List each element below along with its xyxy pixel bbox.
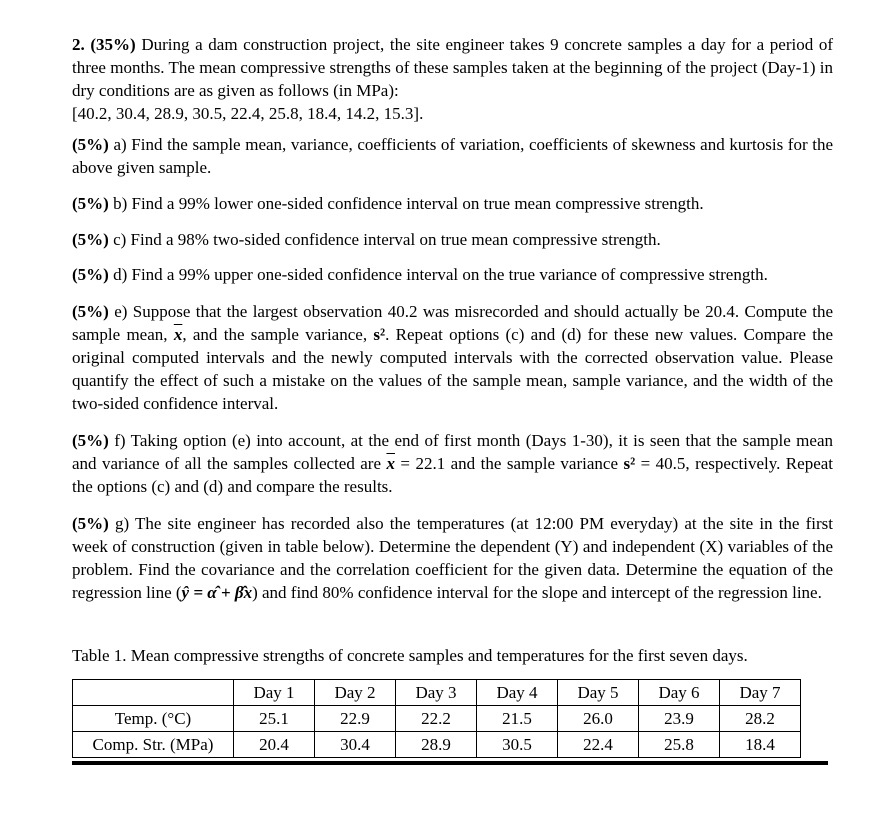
part-f-text-a: f) Taking option (e) into account, at the end of first month (Days 1-30), it is seen that the sample mean and variance of all the samples collected are: [72, 431, 833, 473]
bottom-rule: [72, 761, 828, 765]
part-c-weight: (5%): [72, 230, 109, 249]
problem-intro: [72, 33, 833, 125]
table-cell: 18.4: [720, 732, 801, 758]
s2-symbol: s²: [623, 454, 636, 473]
part-f-text-b: = 22.1 and the sample variance: [394, 454, 624, 473]
part-d: [72, 263, 833, 286]
part-e: [72, 300, 833, 415]
problem-weight: (35%): [90, 35, 136, 54]
table-cell: 25.1: [234, 706, 315, 732]
part-f-text-c: = 40.5, respectively. Repeat the options (c) and (d) and compare the results.: [72, 454, 834, 496]
problem-data-list: [40.2, 30.4, 28.9, 30.5, 22.4, 25.8, 18.4, 14.2, 15.3].: [72, 104, 424, 123]
table-cell: 28.2: [720, 706, 801, 732]
column-header: Day 3: [396, 680, 477, 706]
column-header: Day 2: [315, 680, 396, 706]
table-cell: 26.0: [558, 706, 639, 732]
table-corner-cell: [73, 680, 234, 706]
row-label: Comp. Str. (MPa): [73, 732, 234, 758]
table-cell: 20.4: [234, 732, 315, 758]
regression-equation: ŷ = α̂ + β̂x: [181, 583, 253, 602]
xbar-symbol: $\overline{x}$: [386, 454, 395, 473]
table-cell: 28.9: [396, 732, 477, 758]
table-cell: 21.5: [477, 706, 558, 732]
part-g-text-a: g) The site engineer has recorded also the temperatures (at 12:00 PM everyday) at the site in the first week of construction (given in table below). Determine the dependent (Y) and independent (X) variables of the problem. Find the covariance and the correlation coefficient for the given data. Determine the equation of the regression line (: [72, 514, 833, 602]
table-cell: 30.4: [315, 732, 396, 758]
table-cell: 22.4: [558, 732, 639, 758]
table-cell: 23.9: [639, 706, 720, 732]
part-a-text: a) Find the sample mean, variance, coefficients of variation, coefficients of skewness and kurtosis for the above given sample.: [72, 135, 833, 177]
part-b-text: b) Find a 99% lower one-sided confidence interval on true mean compressive strength.: [113, 194, 704, 213]
column-header: Day 5: [558, 680, 639, 706]
part-e-weight: (5%): [72, 302, 109, 321]
column-header: Day 7: [720, 680, 801, 706]
table-header-row: [73, 680, 801, 706]
column-header: Day 1: [234, 680, 315, 706]
part-c: [72, 228, 833, 251]
table-cell: 30.5: [477, 732, 558, 758]
part-f: [72, 429, 833, 498]
column-header: Day 4: [477, 680, 558, 706]
xbar-symbol: $\overline{x}$: [173, 325, 183, 344]
part-d-weight: (5%): [72, 265, 109, 284]
part-a: [72, 133, 833, 179]
part-g-weight: (5%): [72, 514, 109, 533]
data-table: [72, 679, 801, 758]
part-b-weight: (5%): [72, 194, 109, 213]
part-c-text: c) Find a 98% two-sided confidence interval on true mean compressive strength.: [113, 230, 661, 249]
problem-text: During a dam construction project, the site engineer takes 9 concrete samples a day for a period of three months. The mean compressive strengths of these samples taken at the beginning of the project (Day-1) in dry conditions are as given as follows (in MPa):: [72, 35, 834, 100]
row-label: Temp. (°C): [73, 706, 234, 732]
table-cell: 22.9: [315, 706, 396, 732]
problem-number: 2.: [72, 35, 85, 54]
table-cell: 25.8: [639, 732, 720, 758]
part-e-text-b: , and the sample variance,: [182, 325, 374, 344]
part-a-weight: (5%): [72, 135, 109, 154]
part-f-weight: (5%): [72, 431, 109, 450]
column-header: Day 6: [639, 680, 720, 706]
table-row: [73, 706, 801, 732]
part-g: [72, 512, 833, 604]
table-row: [73, 732, 801, 758]
part-b: [72, 192, 833, 215]
s2-symbol: s²: [373, 325, 386, 344]
part-e-text-a: e) Suppose that the largest observation 40.2 was misrecorded and should actually be 20.4. Compute the sample mean,: [72, 302, 833, 344]
part-e-text-c: . Repeat options (c) and (d) for these new values. Compare the original computed intervals and the newly computed intervals with the corrected observation value. Please quantify the effect of such a mistake on the values of the sample mean, sample variance, and the width of the two-sided confidence interval.: [72, 325, 833, 413]
table-caption: Table 1. Mean compressive strengths of concrete samples and temperatures for the first seven days.: [72, 646, 748, 665]
part-d-text: d) Find a 99% upper one-sided confidence interval on the true variance of compressive strength.: [113, 265, 768, 284]
part-g-text-b: ) and find 80% confidence interval for the slope and intercept of the regression line.: [252, 583, 822, 602]
table-cell: 22.2: [396, 706, 477, 732]
